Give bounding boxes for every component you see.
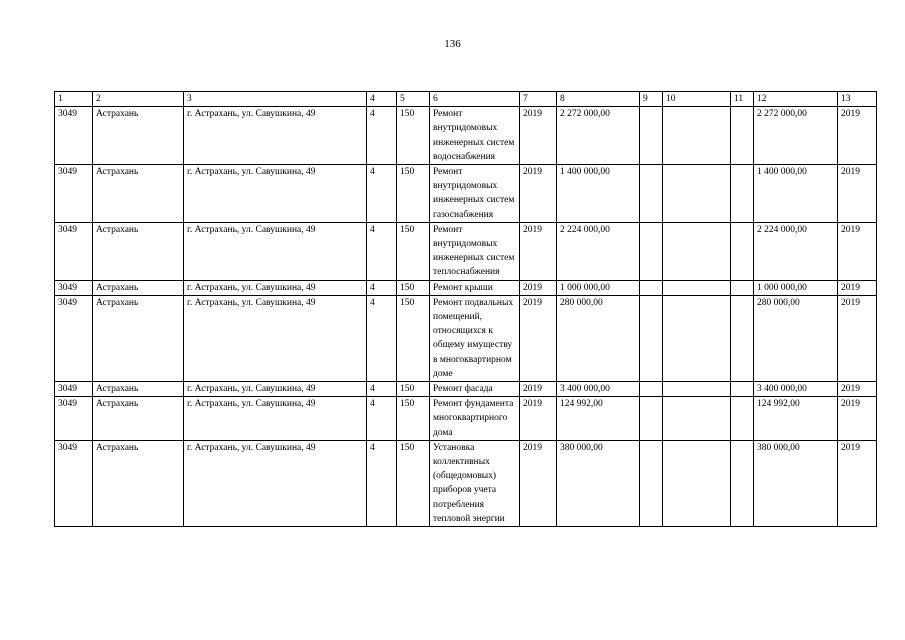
column-header: 10 <box>663 92 731 107</box>
header-row <box>55 92 877 107</box>
cell-year: 2019 <box>520 397 557 441</box>
cell-record-id: 3049 <box>55 222 93 280</box>
cell-city: Астрахань <box>93 397 184 441</box>
cell-city: Астрахань <box>93 440 184 526</box>
cell-total: 124 992,00 <box>754 397 838 441</box>
cell-year: 2019 <box>520 165 557 223</box>
cell-col-9 <box>640 107 663 165</box>
cell-col-9 <box>640 280 663 295</box>
cell-amount: 1 400 000,00 <box>557 165 640 223</box>
cell-end-year: 2019 <box>838 222 877 280</box>
cell-city: Астрахань <box>93 280 184 295</box>
cell-work-type: Ремонт фундамента многоквартирного дома <box>430 397 520 441</box>
cell-record-id: 3049 <box>55 382 93 397</box>
cell-col-11 <box>731 382 754 397</box>
cell-year: 2019 <box>520 295 557 381</box>
cell-total: 2 224 000,00 <box>754 222 838 280</box>
table-row <box>55 382 877 397</box>
cell-city: Астрахань <box>93 295 184 381</box>
cell-col-5: 150 <box>397 222 430 280</box>
cell-city: Астрахань <box>93 222 184 280</box>
column-header: 3 <box>184 92 367 107</box>
cell-col-5: 150 <box>397 165 430 223</box>
cell-work-type: Ремонт внутридомовых инженерных систем теплоснабжения <box>430 222 520 280</box>
cell-col-9 <box>640 295 663 381</box>
cell-end-year: 2019 <box>838 107 877 165</box>
cell-year: 2019 <box>520 222 557 280</box>
cell-col-9 <box>640 440 663 526</box>
cell-total: 3 400 000,00 <box>754 382 838 397</box>
cell-address: г. Астрахань, ул. Савушкина, 49 <box>184 165 367 223</box>
cell-col-5: 150 <box>397 382 430 397</box>
cell-col-4: 4 <box>367 107 397 165</box>
cell-record-id: 3049 <box>55 440 93 526</box>
cell-col-4: 4 <box>367 382 397 397</box>
cell-col-9 <box>640 382 663 397</box>
cell-year: 2019 <box>520 440 557 526</box>
cell-address: г. Астрахань, ул. Савушкина, 49 <box>184 107 367 165</box>
cell-col-10 <box>663 280 731 295</box>
cell-col-4: 4 <box>367 440 397 526</box>
table-row <box>55 295 877 381</box>
column-header: 1 <box>55 92 93 107</box>
cell-year: 2019 <box>520 107 557 165</box>
column-header: 7 <box>520 92 557 107</box>
cell-col-5: 150 <box>397 397 430 441</box>
cell-col-5: 150 <box>397 280 430 295</box>
cell-work-type: Ремонт фасада <box>430 382 520 397</box>
cell-col-10 <box>663 165 731 223</box>
cell-col-11 <box>731 165 754 223</box>
table-row <box>55 165 877 223</box>
cell-end-year: 2019 <box>838 397 877 441</box>
cell-city: Астрахань <box>93 382 184 397</box>
cell-col-11 <box>731 295 754 381</box>
cell-col-9 <box>640 397 663 441</box>
cell-total: 1 400 000,00 <box>754 165 838 223</box>
cell-col-9 <box>640 222 663 280</box>
cell-col-5: 150 <box>397 107 430 165</box>
cell-year: 2019 <box>520 382 557 397</box>
cell-address: г. Астрахань, ул. Савушкина, 49 <box>184 397 367 441</box>
column-header: 5 <box>397 92 430 107</box>
column-header: 11 <box>731 92 754 107</box>
cell-col-4: 4 <box>367 397 397 441</box>
cell-address: г. Астрахань, ул. Савушкина, 49 <box>184 440 367 526</box>
cell-col-10 <box>663 440 731 526</box>
cell-col-4: 4 <box>367 222 397 280</box>
cell-work-type: Ремонт внутридомовых инженерных систем газоснабжения <box>430 165 520 223</box>
cell-end-year: 2019 <box>838 295 877 381</box>
cell-record-id: 3049 <box>55 107 93 165</box>
table-row <box>55 280 877 295</box>
cell-work-type: Ремонт внутридомовых инженерных систем водоснабжения <box>430 107 520 165</box>
cell-amount: 2 224 000,00 <box>557 222 640 280</box>
cell-col-10 <box>663 382 731 397</box>
cell-col-11 <box>731 107 754 165</box>
cell-year: 2019 <box>520 280 557 295</box>
column-header: 9 <box>640 92 663 107</box>
cell-work-type: Ремонт подвальных помещений, относящихся к общему имуществу в многоквартирном доме <box>430 295 520 381</box>
cell-total: 280 000,00 <box>754 295 838 381</box>
cell-col-11 <box>731 397 754 441</box>
cell-address: г. Астрахань, ул. Савушкина, 49 <box>184 382 367 397</box>
cell-end-year: 2019 <box>838 280 877 295</box>
cell-col-5: 150 <box>397 295 430 381</box>
page-number: 136 <box>444 38 461 50</box>
cell-city: Астрахань <box>93 107 184 165</box>
cell-col-9 <box>640 165 663 223</box>
column-header: 4 <box>367 92 397 107</box>
cell-amount: 280 000,00 <box>557 295 640 381</box>
cell-amount: 2 272 000,00 <box>557 107 640 165</box>
cell-col-11 <box>731 440 754 526</box>
table-row <box>55 222 877 280</box>
cell-amount: 3 400 000,00 <box>557 382 640 397</box>
cell-col-11 <box>731 222 754 280</box>
table-row <box>55 107 877 165</box>
cell-amount: 380 000,00 <box>557 440 640 526</box>
column-header: 12 <box>754 92 838 107</box>
table-row <box>55 440 877 526</box>
column-header: 6 <box>430 92 520 107</box>
cell-end-year: 2019 <box>838 440 877 526</box>
cell-col-4: 4 <box>367 165 397 223</box>
data-table <box>54 91 877 527</box>
cell-record-id: 3049 <box>55 280 93 295</box>
cell-end-year: 2019 <box>838 382 877 397</box>
cell-work-type: Установка коллективных (общедомовых) приборов учета потребления тепловой энергии <box>430 440 520 526</box>
cell-address: г. Астрахань, ул. Савушкина, 49 <box>184 295 367 381</box>
cell-amount: 1 000 000,00 <box>557 280 640 295</box>
cell-amount: 124 992,00 <box>557 397 640 441</box>
cell-work-type: Ремонт крыши <box>430 280 520 295</box>
cell-col-11 <box>731 280 754 295</box>
cell-col-10 <box>663 295 731 381</box>
column-header: 2 <box>93 92 184 107</box>
column-header: 13 <box>838 92 877 107</box>
cell-record-id: 3049 <box>55 165 93 223</box>
cell-address: г. Астрахань, ул. Савушкина, 49 <box>184 280 367 295</box>
column-header: 8 <box>557 92 640 107</box>
cell-col-10 <box>663 222 731 280</box>
cell-record-id: 3049 <box>55 397 93 441</box>
cell-end-year: 2019 <box>838 165 877 223</box>
cell-total: 1 000 000,00 <box>754 280 838 295</box>
cell-total: 380 000,00 <box>754 440 838 526</box>
cell-col-5: 150 <box>397 440 430 526</box>
cell-col-10 <box>663 107 731 165</box>
cell-record-id: 3049 <box>55 295 93 381</box>
cell-address: г. Астрахань, ул. Савушкина, 49 <box>184 222 367 280</box>
cell-city: Астрахань <box>93 165 184 223</box>
cell-col-4: 4 <box>367 280 397 295</box>
cell-col-10 <box>663 397 731 441</box>
table-row <box>55 397 877 441</box>
cell-total: 2 272 000,00 <box>754 107 838 165</box>
cell-col-4: 4 <box>367 295 397 381</box>
